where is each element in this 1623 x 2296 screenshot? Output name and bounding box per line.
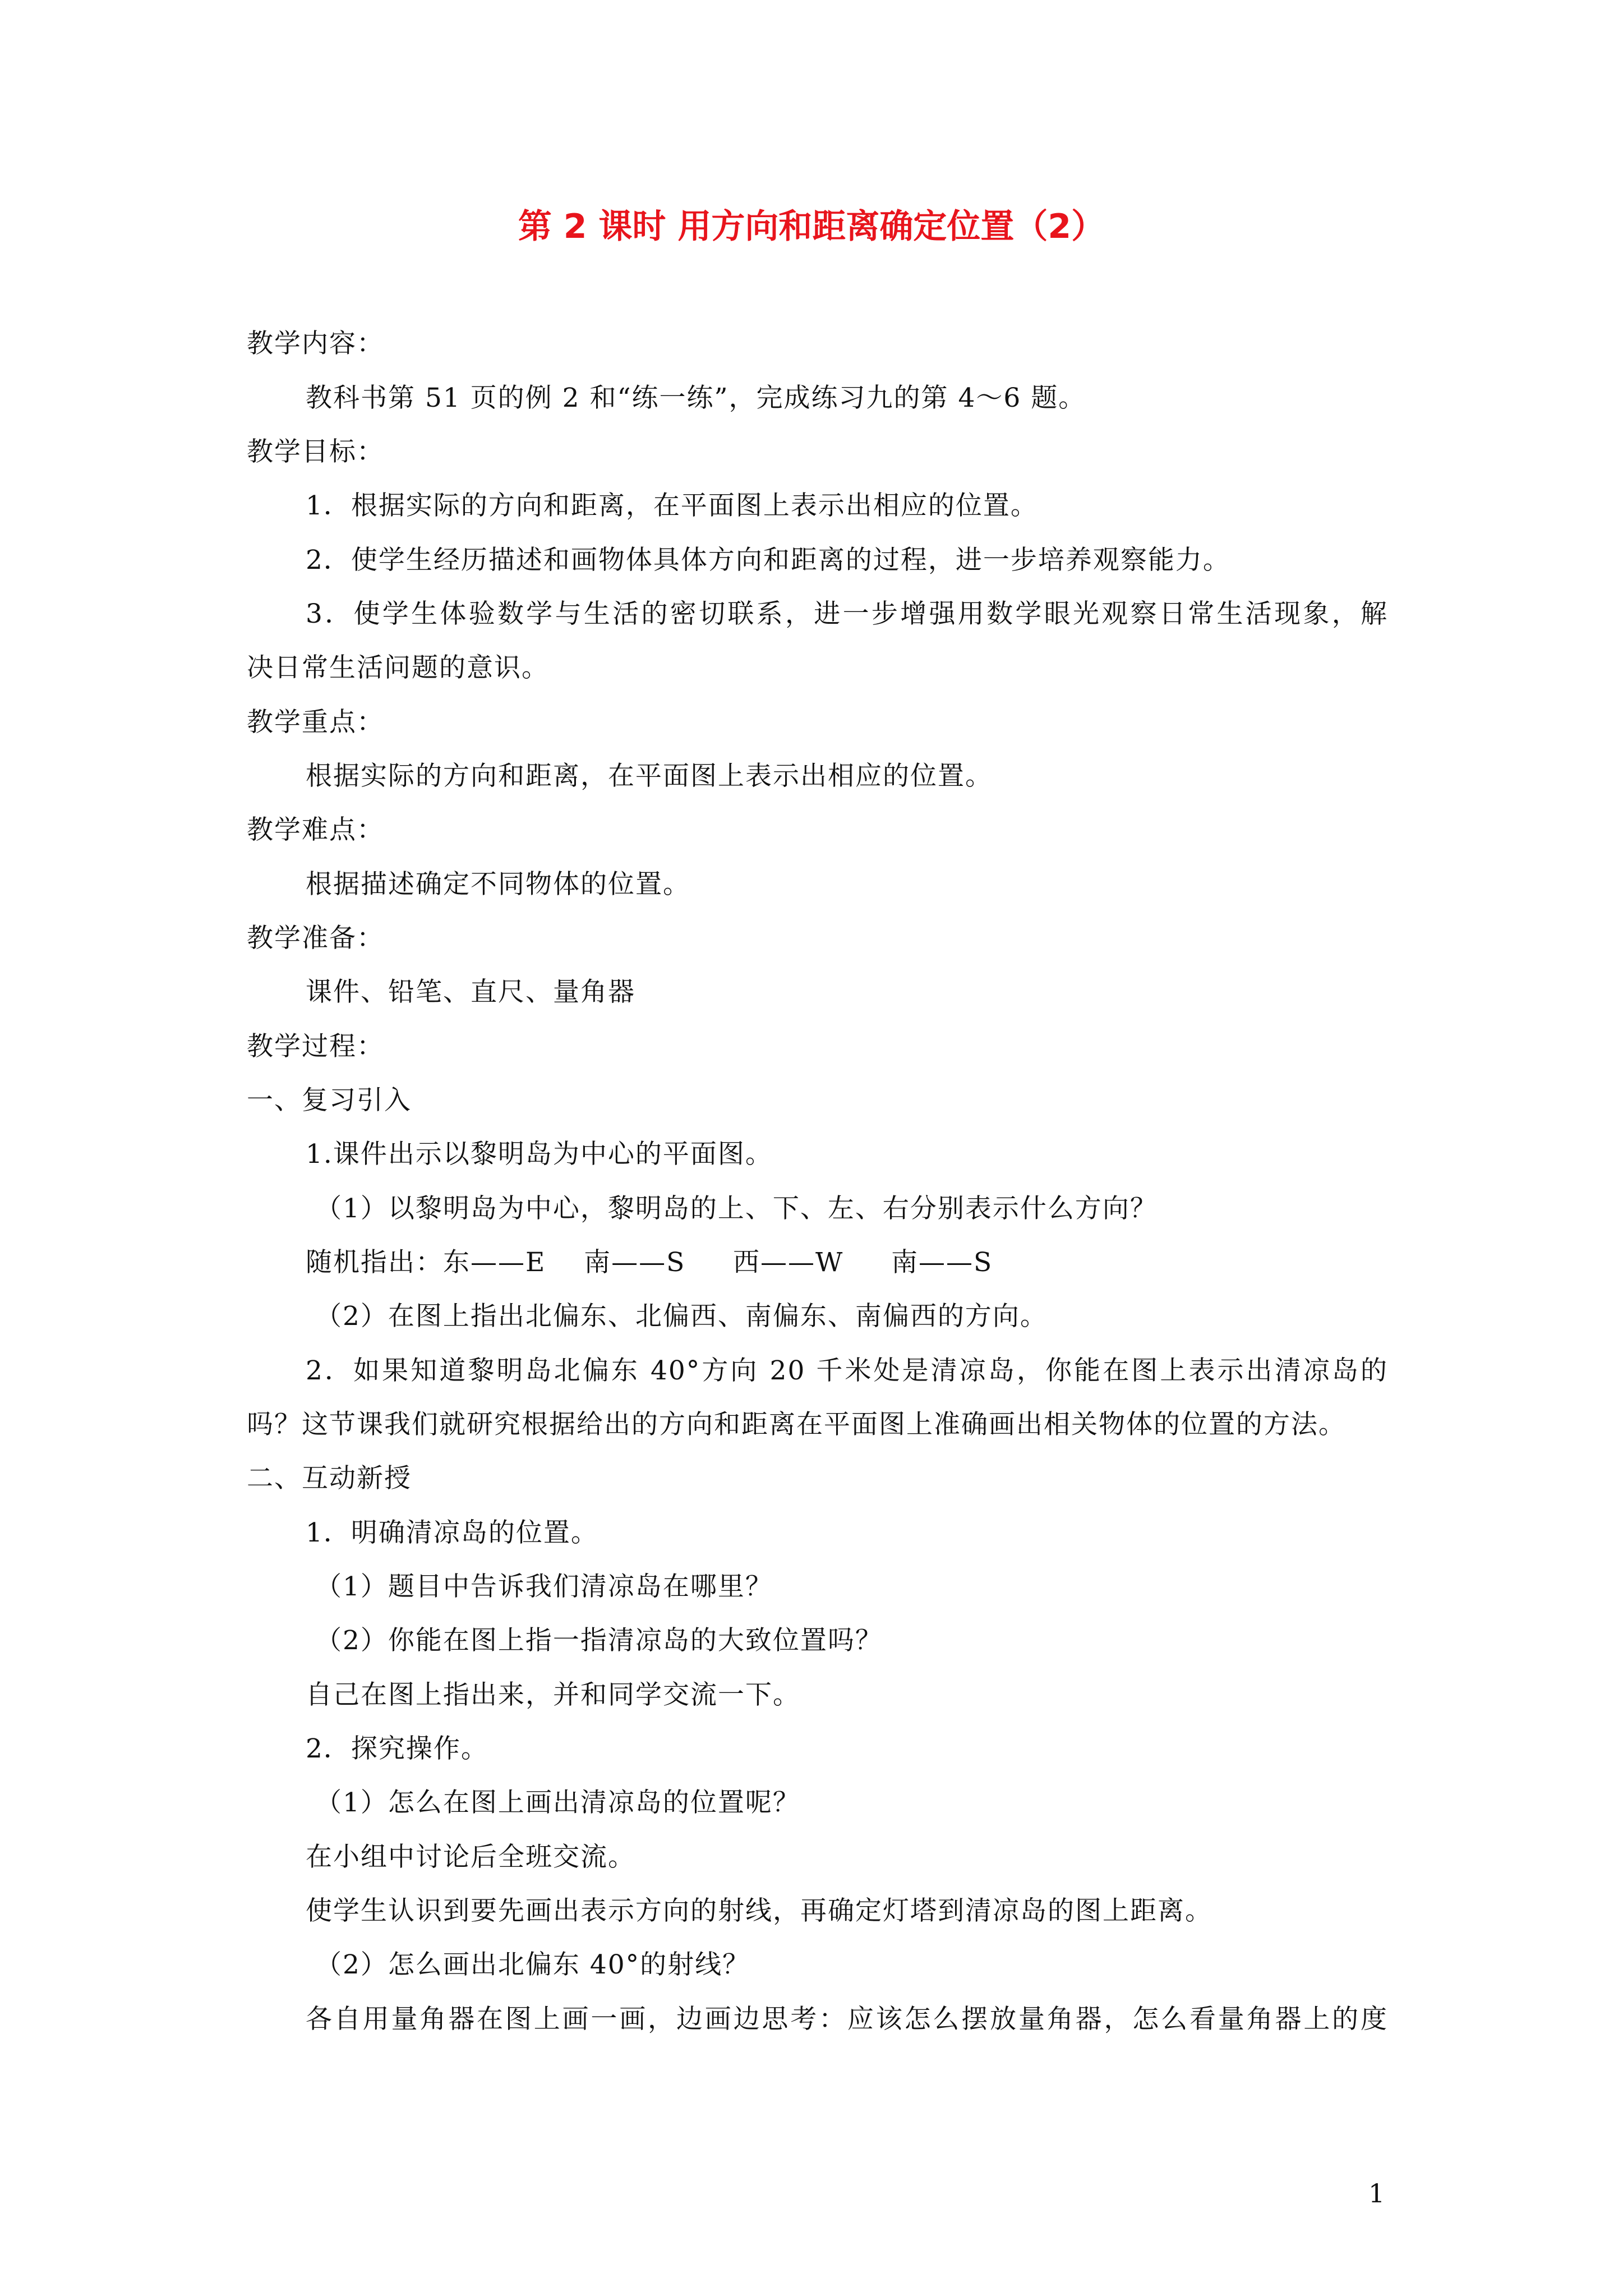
heading-teaching-content: 教学内容：	[247, 328, 384, 359]
paragraph-line: （1）以黎明岛为中心，黎明岛的上、下、左、右分别表示什么方向？	[315, 1193, 1158, 1224]
paragraph-line: （1）题目中告诉我们清凉岛在哪里？	[315, 1571, 773, 1602]
paragraph-line: （2）你能在图上指一指清凉岛的大致位置吗？	[315, 1625, 883, 1656]
paragraph-line: 各自用量角器在图上画一画，边画边思考：应该怎么摆放量角器，怎么看量角器上的度	[306, 2004, 1388, 2035]
paragraph-line: 在小组中讨论后全班交流。	[306, 1842, 635, 1872]
paragraph-line: 2．探究操作。	[306, 1733, 488, 1764]
paragraph-line: 2．如果知道黎明岛北偏东 40°方向 20 千米处是清凉岛，你能在图上表示出清凉岛的	[306, 1355, 1388, 1386]
goal-item-1: 1．根据实际的方向和距离，在平面图上表示出相应的位置。	[306, 490, 1038, 521]
goal-item-2: 2．使学生经历描述和画物体具体方向和距离的过程，进一步培养观察能力。	[306, 545, 1230, 576]
goal-item-3: 3．使学生体验数学与生活的密切联系，进一步增强用数学眼光观察日常生活现象，解	[306, 599, 1388, 629]
paragraph-line: 自己在图上指出来，并和同学交流一下。	[306, 1680, 800, 1710]
heading-preparation: 教学准备：	[247, 923, 384, 954]
paragraph-line: （2）在图上指出北偏东、北偏西、南偏东、南偏西的方向。	[315, 1301, 1048, 1332]
paragraph-line: 1.课件出示以黎明岛为中心的平面图。	[306, 1139, 773, 1170]
document-title: 第 2 课时 用方向和距离确定位置（2）	[518, 207, 1105, 246]
paragraph-line: （2）怎么画出北偏东 40°的射线？	[315, 1949, 750, 1980]
section-heading-new-lesson: 二、互动新授	[247, 1463, 412, 1494]
paragraph-line: 课件、铅笔、直尺、量角器	[306, 977, 635, 1007]
section-heading-review: 一、复习引入	[247, 1085, 412, 1116]
heading-teaching-goals: 教学目标：	[247, 436, 384, 467]
paragraph-line: 决日常生活问题的意识。	[247, 652, 549, 683]
paragraph-line: 吗？这节课我们就研究根据给出的方向和距离在平面图上准确画出相关物体的位置的方法。	[247, 1409, 1346, 1440]
page-number: 1	[1368, 2178, 1385, 2208]
heading-difficulties: 教学难点：	[247, 815, 384, 845]
paragraph-line: 根据实际的方向和距离，在平面图上表示出相应的位置。	[306, 761, 993, 792]
paragraph-line: 1．明确清凉岛的位置。	[306, 1517, 598, 1548]
heading-key-points: 教学重点：	[247, 707, 384, 738]
paragraph-line: 使学生认识到要先画出表示方向的射线，再确定灯塔到清凉岛的图上距离。	[306, 1895, 1212, 1926]
paragraph-line: 随机指出：东——E 南——S 西——W 南——S	[306, 1247, 993, 1278]
heading-process: 教学过程：	[247, 1031, 384, 1062]
paragraph-line: （1）怎么在图上画出清凉岛的位置呢？	[315, 1787, 800, 1818]
paragraph-line: 教科书第 51 页的例 2 和“练一练”，完成练习九的第 4～6 题。	[306, 383, 1086, 413]
paragraph-line: 根据描述确定不同物体的位置。	[306, 869, 690, 900]
